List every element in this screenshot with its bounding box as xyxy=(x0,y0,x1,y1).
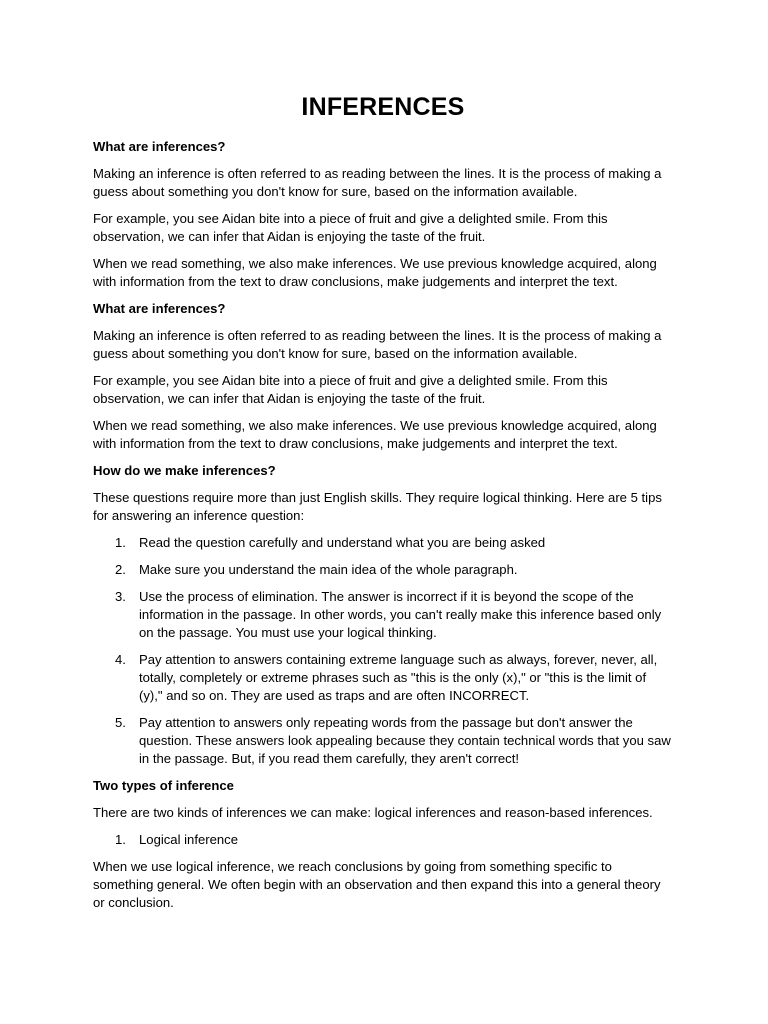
list-item-text: Read the question carefully and understand what you are being asked xyxy=(139,535,546,550)
paragraph: Making an inference is often referred to as reading between the lines. It is the process of making a guess about something you don't know for sure, based on the information available. xyxy=(93,328,662,361)
list-item-text: Use the process of elimination. The answer is incorrect if it is beyond the scope of the information in the passage. In other words, you can't really make this inference based only on the passage. You must use your logical thinking. xyxy=(139,589,662,640)
page-title: INFERENCES xyxy=(301,93,465,121)
list-item xyxy=(93,651,673,705)
paragraph: Making an inference is often referred to as reading between the lines. It is the process of making a guess about something you don't know for sure, based on the information available. xyxy=(93,166,662,199)
list-item xyxy=(93,588,673,642)
paragraph: When we read something, we also make inferences. We use previous knowledge acquired, along with information from the text to draw conclusions, make judgements and interpret the text. xyxy=(93,418,657,451)
paragraph: When we use logical inference, we reach conclusions by going from something specific to something general. We often begin with an observation and then expand this into a general theory or conclusion. xyxy=(93,859,661,910)
list-number: 3. xyxy=(115,589,126,604)
inference-types-list xyxy=(93,831,673,849)
document-page xyxy=(93,89,673,921)
paragraph: For example, you see Aidan bite into a piece of fruit and give a delighted smile. From this observation, we can infer that Aidan is enjoying the taste of the fruit. xyxy=(93,373,608,406)
paragraph: When we read something, we also make inferences. We use previous knowledge acquired, along with information from the text to draw conclusions, make judgements and interpret the text. xyxy=(93,256,657,289)
list-number: 5. xyxy=(115,715,126,730)
list-number: 2. xyxy=(115,562,126,577)
section-heading-two-types-of-inference: Two types of inference xyxy=(93,778,234,793)
paragraph: For example, you see Aidan bite into a piece of fruit and give a delighted smile. From this observation, we can infer that Aidan is enjoying the taste of the fruit. xyxy=(93,211,608,244)
list-item xyxy=(93,714,673,768)
list-item xyxy=(93,561,673,579)
list-item-text: Make sure you understand the main idea of the whole paragraph. xyxy=(139,562,518,577)
paragraph: These questions require more than just English skills. They require logical thinking. Here are 5 tips for answering an inference question: xyxy=(93,490,662,523)
list-number: 1. xyxy=(115,832,126,847)
paragraph: There are two kinds of inferences we can make: logical inferences and reason-based inferences. xyxy=(93,805,653,820)
list-number: 4. xyxy=(115,652,126,667)
section-heading-what-are-inferences: What are inferences? xyxy=(93,139,226,154)
list-item xyxy=(93,534,673,552)
section-heading-how-do-we-make-inferences: How do we make inferences? xyxy=(93,463,276,478)
list-number: 1. xyxy=(115,535,126,550)
list-item-text: Pay attention to answers only repeating words from the passage but don't answer the question. These answers look appealing because they contain technical words that you saw in the passage. But, if you read them carefully, they aren't correct! xyxy=(139,715,671,766)
list-item-text: Logical inference xyxy=(139,832,238,847)
tips-list xyxy=(93,534,673,768)
list-item xyxy=(93,831,673,849)
list-item-text: Pay attention to answers containing extreme language such as always, forever, never, all, totally, completely or extreme phrases such as "this is the only (x)," or "this is the limit of (y)," and so on. They are used as traps and are often INCORRECT. xyxy=(139,652,658,703)
section-heading-what-are-inferences-repeat: What are inferences? xyxy=(93,301,226,316)
